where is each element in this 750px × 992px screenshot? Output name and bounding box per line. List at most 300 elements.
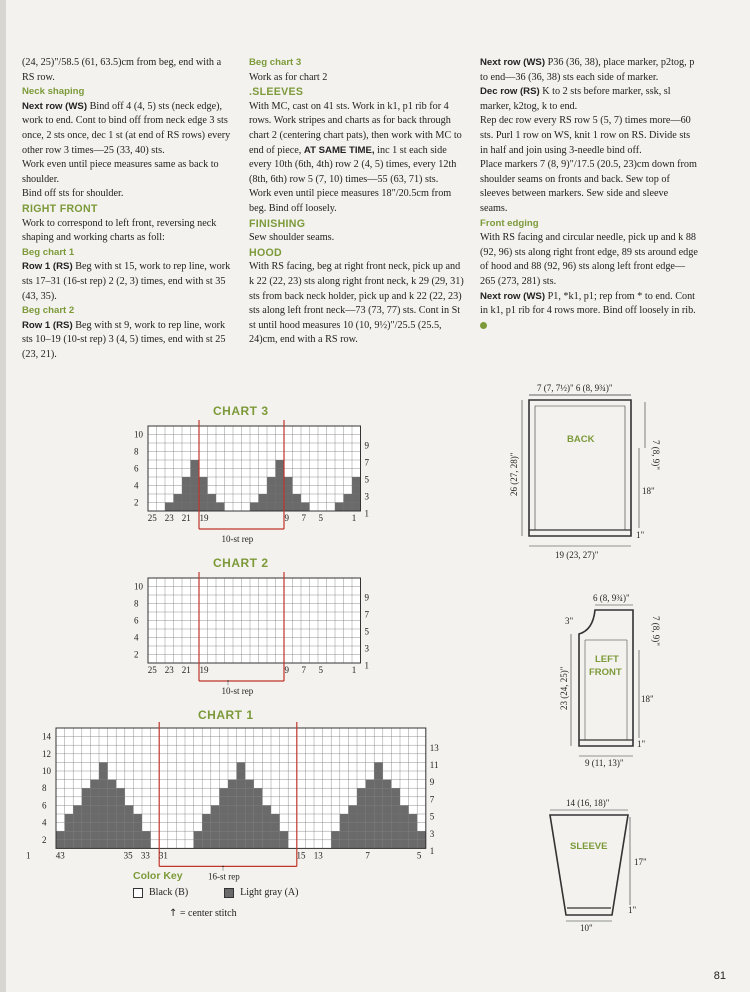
back-body-length: 18"	[642, 486, 655, 496]
stitch-number: 15	[296, 850, 306, 861]
gray-stitch	[340, 823, 349, 832]
stitch-number: 9	[284, 665, 290, 675]
sleeve-label: SLEEVE	[570, 841, 608, 852]
row-number-left: 8	[42, 783, 47, 794]
row-number-left: 4	[134, 480, 139, 491]
text-span: With MC, cast on 41 sts. Work in k1, p1 rib for 4 rows. Work stripes and charts as for back through chart 2 (centering chart pats), then work with MC to end of piece,	[249, 100, 462, 156]
gray-stitch	[133, 840, 142, 849]
color-key-rows	[133, 887, 373, 898]
gray-stitch	[280, 831, 289, 840]
gray-stitch	[284, 494, 293, 503]
front-neck-depth: 3"	[565, 616, 574, 626]
row-number-left: 4	[134, 632, 139, 643]
gray-stitch	[108, 814, 117, 823]
gray-stitch	[276, 503, 285, 512]
heading-hood: HOOD	[249, 246, 282, 259]
gray-stitch	[116, 831, 125, 840]
gray-stitch	[409, 831, 418, 840]
gray-stitch	[374, 831, 383, 840]
gray-stitch	[271, 840, 280, 849]
row-text: P36 (36, 38), place marker, p2tog, p to end—36 (36, 38) sts each side of marker.	[480, 57, 695, 83]
gray-stitch	[348, 814, 357, 823]
gray-stitch	[245, 831, 254, 840]
gray-stitch	[276, 477, 285, 486]
gray-stitch	[228, 823, 237, 832]
text-column-2	[249, 56, 465, 348]
stitch-number: 19	[199, 513, 209, 523]
gray-stitch	[82, 797, 91, 806]
gray-stitch	[366, 814, 375, 823]
gray-stitch	[182, 494, 191, 503]
gray-stitch	[73, 814, 82, 823]
gray-stitch	[228, 780, 237, 789]
paragraph	[249, 100, 465, 188]
gray-stitch	[82, 831, 91, 840]
key-black	[133, 887, 188, 898]
color-key-title: Color Key	[133, 870, 183, 882]
gray-stitch	[82, 788, 91, 797]
gray-stitch	[202, 823, 211, 832]
back-schematic	[505, 378, 675, 563]
gray-stitch	[366, 780, 375, 789]
row-number-left: 2	[134, 649, 139, 660]
gray-stitch	[228, 797, 237, 806]
gray-stitch	[357, 814, 366, 823]
gray-stitch	[400, 840, 409, 849]
gray-stitch	[254, 831, 263, 840]
row-number-left: 6	[42, 800, 47, 811]
gray-stitch	[90, 823, 99, 832]
gray-stitch	[182, 477, 191, 486]
sleeve-cuff-width: 10"	[580, 923, 593, 933]
gray-stitch	[352, 486, 361, 495]
gray-stitch	[108, 788, 117, 797]
gray-stitch	[284, 477, 293, 486]
gray-stitch	[208, 494, 217, 503]
gray-stitch	[125, 840, 134, 849]
row-number-right: 5	[364, 626, 369, 637]
heading-front-edging: Front edging	[480, 217, 539, 229]
chart-3-title: CHART 3	[213, 404, 269, 418]
repeat-label: 10-st rep	[221, 686, 254, 696]
gray-stitch	[237, 771, 246, 780]
back-rib: 1"	[636, 530, 645, 540]
gray-stitch	[90, 805, 99, 814]
gray-stitch	[237, 797, 246, 806]
gray-stitch	[284, 503, 293, 512]
heading-beg-chart-2: Beg chart 2	[22, 305, 75, 317]
gray-stitch	[211, 814, 220, 823]
gray-stitch	[228, 831, 237, 840]
gray-stitch	[262, 823, 271, 832]
gray-stitch	[276, 460, 285, 469]
front-rib: 1"	[637, 739, 646, 749]
gray-stitch	[245, 805, 254, 814]
gray-stitch	[165, 503, 174, 512]
stitch-number: 33	[140, 850, 150, 861]
key-center	[169, 908, 373, 919]
row-number-right: 7	[429, 794, 435, 805]
gray-stitch	[340, 840, 349, 849]
gray-stitch	[99, 831, 108, 840]
gray-stitch	[400, 805, 409, 814]
gray-stitch	[90, 780, 99, 789]
text-column-1	[22, 56, 236, 362]
emphasis: AT SAME TIME,	[303, 144, 375, 156]
gray-square-icon	[224, 888, 234, 898]
repeat-label: 10-st rep	[221, 534, 254, 544]
row-text: P1, *k1, p1; rep from * to end. Cont in k1, p1 rib for 4 rows more. Bind off loosely in rib.	[480, 290, 696, 317]
gray-stitch	[276, 486, 285, 495]
row-number-right: 5	[429, 811, 435, 822]
gray-stitch	[99, 771, 108, 780]
paragraph: With RS facing, beg at right front neck, pick up and k 22 (22, 23) sts along right front neck, k 29 (29, 31) sts from back neck holder, pick up and k 22 (22, 23) sts along left front neck—73 (73, 77) sts. Cont in St st until hood measures 10 (10, 9½)"/25.5 (25.5, 24)cm, end with a RS row.	[249, 261, 464, 346]
row-label: Next row (WS)	[22, 100, 88, 112]
gray-stitch	[90, 814, 99, 823]
gray-stitch	[366, 805, 375, 814]
gray-stitch	[199, 503, 208, 512]
row-number-right: 1	[364, 660, 369, 671]
row-number-left: 10	[134, 581, 143, 592]
front-label-line-1: LEFT	[595, 654, 619, 665]
gray-stitch	[65, 831, 74, 840]
paragraph	[22, 100, 236, 158]
gray-stitch	[391, 814, 400, 823]
gray-stitch	[374, 797, 383, 806]
paragraph: Place markers 7 (8, 9)"/17.5 (20.5, 23)cm down from shoulder seams on fronts and back. Sew top of sleeves between markers. Sew side and sleeve seams.	[480, 159, 697, 214]
gray-stitch	[99, 780, 108, 789]
key-gray	[224, 887, 298, 898]
gray-stitch	[191, 460, 200, 469]
row-number-right: 7	[364, 457, 369, 468]
gray-stitch	[348, 840, 357, 849]
paragraph: (24, 25)"/58.5 (61, 63.5)cm from beg, end with a RS row.	[22, 57, 222, 83]
row-number-right: 3	[364, 491, 369, 502]
gray-stitch	[133, 823, 142, 832]
gray-stitch	[125, 831, 134, 840]
gray-stitch	[357, 805, 366, 814]
center-stitch-arrow-icon: ↑	[225, 677, 231, 687]
white-square-icon	[133, 888, 143, 898]
row-number-left: 10	[134, 429, 143, 440]
row-number-left: 6	[134, 615, 139, 626]
gray-stitch	[383, 780, 392, 789]
gray-stitch	[108, 831, 117, 840]
gray-stitch	[293, 494, 302, 503]
gray-stitch	[90, 840, 99, 849]
gray-stitch	[374, 805, 383, 814]
gray-stitch	[125, 805, 134, 814]
sleeve-rib: 1"	[628, 905, 637, 915]
row-number-left: 6	[134, 463, 139, 474]
gray-stitch	[262, 831, 271, 840]
gray-stitch	[357, 831, 366, 840]
gray-stitch	[267, 477, 276, 486]
gray-stitch	[199, 486, 208, 495]
gray-stitch	[276, 494, 285, 503]
gray-stitch	[366, 788, 375, 797]
gray-stitch	[216, 503, 225, 512]
gray-stitch	[208, 503, 217, 512]
gray-stitch	[125, 823, 134, 832]
stitch-number: 25	[147, 513, 157, 523]
gray-stitch	[374, 840, 383, 849]
gray-stitch	[237, 780, 246, 789]
gray-stitch	[211, 831, 220, 840]
gray-stitch	[199, 477, 208, 486]
back-armhole: 7 (8, 9)"	[651, 440, 661, 470]
row-number-right: 9	[364, 592, 369, 603]
gray-stitch	[245, 840, 254, 849]
gray-stitch	[90, 788, 99, 797]
gray-stitch	[219, 797, 228, 806]
row-number-left: 10	[42, 766, 51, 776]
front-top-measure: 6 (8, 9¾)"	[593, 593, 630, 603]
paragraph	[480, 85, 698, 114]
gray-stitch	[191, 494, 200, 503]
gray-stitch	[245, 797, 254, 806]
gray-stitch	[108, 805, 117, 814]
gray-stitch	[340, 814, 349, 823]
key-gray-label: Light gray (A)	[240, 887, 299, 898]
gray-stitch	[219, 823, 228, 832]
row-number-left: 2	[134, 497, 139, 508]
gray-stitch	[374, 762, 383, 771]
gray-stitch	[357, 823, 366, 832]
gray-stitch	[383, 814, 392, 823]
stitch-number: 23	[164, 665, 174, 675]
gray-stitch	[352, 477, 361, 486]
gray-stitch	[391, 797, 400, 806]
stitch-number: 21	[181, 513, 191, 523]
back-length: 26 (27, 28)"	[509, 452, 519, 496]
gray-stitch	[366, 840, 375, 849]
row-number-left: 4	[42, 817, 47, 828]
gray-stitch	[174, 494, 183, 503]
gray-stitch	[409, 823, 418, 832]
paragraph	[22, 260, 236, 304]
row-number-right: 9	[429, 777, 435, 788]
gray-stitch	[271, 814, 280, 823]
gray-stitch	[116, 797, 125, 806]
gray-stitch	[357, 788, 366, 797]
gray-stitch	[237, 814, 246, 823]
row-number-right: 7	[364, 609, 369, 620]
gray-stitch	[237, 805, 246, 814]
gray-stitch	[99, 814, 108, 823]
up-arrow-icon: ↑	[169, 908, 178, 919]
gray-stitch	[262, 840, 271, 849]
text-column-3	[480, 56, 698, 333]
heading-sleeves: .SLEEVES	[249, 86, 304, 99]
gray-stitch	[271, 823, 280, 832]
gray-stitch	[228, 788, 237, 797]
stitch-number: 7	[301, 513, 307, 523]
gray-stitch	[82, 805, 91, 814]
gray-stitch	[245, 823, 254, 832]
paragraph: With RS facing and circular needle, pick up and k 88 (92, 96) sts along right front edge, 89 sts around edge of hood and 88 (92, 96) sts along left front edge—265 (273, 281) sts.	[480, 232, 698, 287]
stitch-number: 35	[123, 850, 133, 861]
gray-stitch	[301, 503, 310, 512]
gray-stitch	[374, 814, 383, 823]
front-width: 9 (11, 13)"	[585, 758, 624, 768]
stitch-number: 9	[284, 513, 290, 523]
gray-stitch	[142, 840, 151, 849]
row-text: Beg with st 9, work to rep line, work sts 10–19 (10-st rep) 3 (4, 5) times, end with st 25 (23, 21).	[22, 319, 226, 360]
front-length: 23 (24, 25)"	[559, 666, 569, 710]
gray-stitch	[366, 823, 375, 832]
row-number-right: 13	[429, 742, 439, 753]
row-number-right: 3	[429, 828, 435, 839]
gray-stitch	[409, 840, 418, 849]
gray-stitch	[276, 469, 285, 478]
paragraph	[480, 290, 698, 334]
gray-stitch	[383, 823, 392, 832]
gray-stitch	[374, 788, 383, 797]
gray-stitch	[108, 780, 117, 789]
row-number-right: 3	[364, 643, 369, 654]
gray-stitch	[267, 503, 276, 512]
gray-stitch	[267, 494, 276, 503]
gray-stitch	[116, 788, 125, 797]
gray-stitch	[284, 486, 293, 495]
gray-stitch	[116, 805, 125, 814]
gray-stitch	[202, 840, 211, 849]
gray-stitch	[262, 805, 271, 814]
gray-stitch	[99, 797, 108, 806]
gray-stitch	[366, 831, 375, 840]
heading-beg-chart-1: Beg chart 1	[22, 246, 75, 258]
gray-stitch	[99, 823, 108, 832]
heading-finishing: FINISHING	[249, 217, 306, 230]
gray-stitch	[245, 814, 254, 823]
gray-stitch	[391, 805, 400, 814]
gray-stitch	[182, 486, 191, 495]
paragraph: Bind off sts for shoulder.	[22, 188, 124, 200]
paragraph: Work even until piece measures same as back to shoulder.	[22, 159, 219, 185]
gray-stitch	[383, 840, 392, 849]
gray-stitch	[125, 814, 134, 823]
chart-3-grid	[120, 418, 390, 544]
stitch-number: 13	[313, 850, 323, 861]
gray-stitch	[99, 788, 108, 797]
gray-stitch	[108, 823, 117, 832]
gray-stitch	[133, 814, 142, 823]
gray-stitch	[194, 840, 203, 849]
gray-stitch	[352, 503, 361, 512]
gray-stitch	[211, 840, 220, 849]
gray-stitch	[374, 780, 383, 789]
gray-stitch	[344, 494, 353, 503]
gray-stitch	[219, 788, 228, 797]
gray-stitch	[250, 503, 259, 512]
sleeve-top-measure: 14 (16, 18)"	[566, 798, 610, 808]
gray-stitch	[383, 788, 392, 797]
gray-stitch	[254, 823, 263, 832]
gray-stitch	[344, 503, 353, 512]
gray-stitch	[254, 814, 263, 823]
row-number-left: 12	[42, 748, 51, 759]
gray-stitch	[82, 814, 91, 823]
gray-stitch	[202, 831, 211, 840]
sleeve-length: 17"	[634, 857, 647, 867]
gray-stitch	[280, 840, 289, 849]
gray-stitch	[108, 797, 117, 806]
front-label-line-2: FRONT	[589, 667, 622, 678]
heading-right-front: RIGHT FRONT	[22, 202, 98, 215]
stitch-number: 23	[164, 513, 174, 523]
row-number-left: 2	[42, 834, 47, 845]
gray-stitch	[348, 805, 357, 814]
row-label: Next row (WS)	[480, 57, 546, 68]
gray-stitch	[254, 805, 263, 814]
gray-stitch	[245, 788, 254, 797]
gray-stitch	[374, 771, 383, 780]
gray-stitch	[391, 840, 400, 849]
back-top-measure: 7 (7, 7½)" 6 (8, 9¾)"	[537, 383, 613, 393]
gray-stitch	[174, 503, 183, 512]
gray-stitch	[108, 840, 117, 849]
gray-stitch	[357, 840, 366, 849]
repeat-label: 16-st rep	[208, 871, 240, 882]
stitch-number: 43	[55, 850, 65, 861]
gray-stitch	[65, 823, 74, 832]
stitch-number: 1	[26, 850, 31, 861]
gray-stitch	[417, 840, 426, 849]
heading-neck-shaping: Neck shaping	[22, 86, 85, 98]
gray-stitch	[228, 840, 237, 849]
gray-stitch	[90, 797, 99, 806]
gray-stitch	[73, 805, 82, 814]
stitch-number: 21	[181, 665, 191, 675]
key-center-label: = center stitch	[179, 908, 237, 919]
gray-stitch	[348, 823, 357, 832]
row-text: K to 2 sts before marker, ssk, sl marker, k2tog, k to end.	[480, 86, 671, 112]
paragraph: Sew shoulder seams.	[249, 232, 335, 244]
gray-stitch	[65, 840, 74, 849]
gray-stitch	[219, 805, 228, 814]
gray-stitch	[237, 831, 246, 840]
row-text: Bind off 4 (4, 5) sts (neck edge), work to end. Cont to bind off from neck edge 3 sts once, 2 sts once, dec 1 st (at end of RS rows) every other row 3 times—25 (33, 40) sts.	[22, 100, 231, 156]
gray-stitch	[237, 762, 246, 771]
gray-stitch	[191, 477, 200, 486]
gray-stitch	[245, 780, 254, 789]
gray-stitch	[259, 503, 268, 512]
chart-2-grid	[120, 570, 390, 696]
row-number-right: 5	[364, 474, 369, 485]
gray-stitch	[219, 814, 228, 823]
row-label: Row 1 (RS)	[22, 261, 73, 273]
left-front-schematic	[555, 590, 665, 770]
front-body-length: 18"	[641, 694, 654, 704]
gray-stitch	[142, 831, 151, 840]
gray-stitch	[56, 831, 65, 840]
page-number: 81	[713, 970, 726, 982]
row-number-right: 1	[364, 508, 369, 519]
row-number-left: 8	[134, 446, 139, 457]
gray-stitch	[82, 840, 91, 849]
gray-stitch	[400, 823, 409, 832]
row-text: Beg with st 15, work to rep line, work sts 17–31 (16-st rep) 2 (2, 3) times, end with st 35 (43, 35).	[22, 261, 231, 302]
back-width: 19 (23, 27)"	[555, 550, 599, 560]
gray-stitch	[400, 814, 409, 823]
gray-stitch	[99, 762, 108, 771]
gray-stitch	[254, 797, 263, 806]
back-label: BACK	[567, 434, 595, 445]
gray-stitch	[366, 797, 375, 806]
gray-stitch	[199, 494, 208, 503]
color-key	[133, 870, 373, 919]
